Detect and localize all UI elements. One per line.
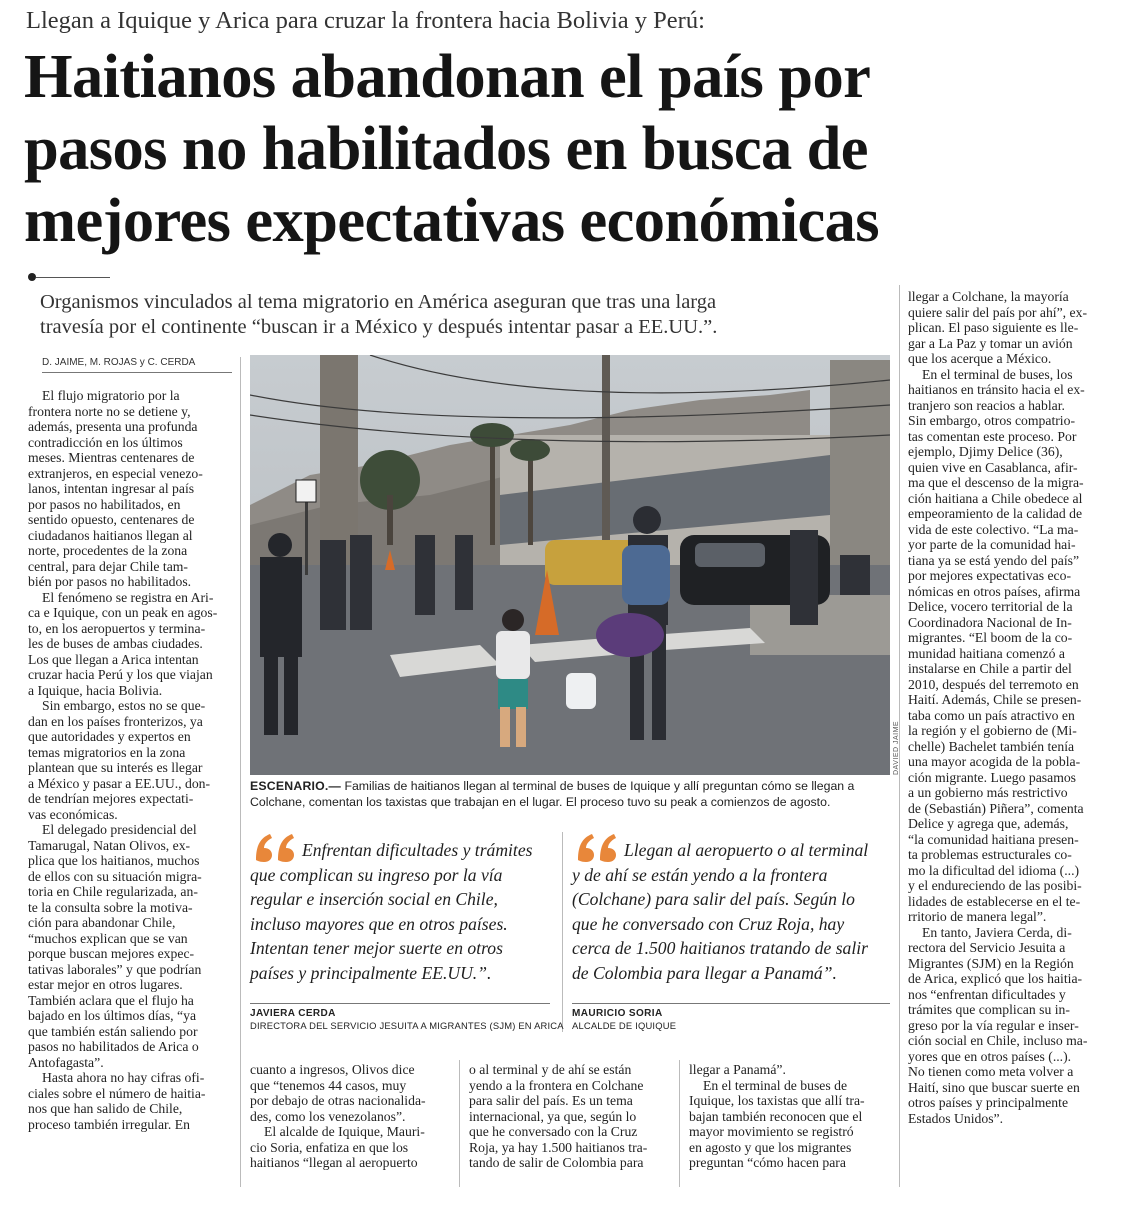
text-line: lanos, intentan ingresar al país <box>28 481 195 496</box>
text-line: plantean que su interés es llegar <box>28 760 203 775</box>
text-line: chelle) Bachelet también tenía <box>908 738 1075 754</box>
column-divider <box>562 832 563 1032</box>
text-line: mayor movimiento se registró <box>689 1124 854 1139</box>
text-line: norte, procedentes de la zona <box>28 543 188 558</box>
text-line: ciudadanos haitianos llegan al <box>28 527 193 543</box>
text-line: rectora del Servicio Jesuita a <box>908 940 1066 955</box>
text-line: El flujo migratorio por la <box>42 388 180 403</box>
text-line: a México y pasar a EE.UU., don- <box>28 775 211 791</box>
text-line: En tanto, Javiera Cerda, di- <box>922 924 1072 940</box>
photo-credit: DAVIED JAIME <box>893 720 900 775</box>
text-line: plican. El paso siguiente es lle- <box>908 320 1079 335</box>
text-line: Sin embargo, otros compatrio- <box>908 413 1076 428</box>
text-line: cerca de 1.500 haitianos tratando de salir <box>572 938 868 958</box>
text-line: estar mejor en otros lugares. <box>28 977 183 992</box>
text-line: tas comentan este proceso. Por <box>908 428 1077 444</box>
text-line: cio Soria, enfatiza en que los <box>250 1139 409 1155</box>
text-line: y de ahí se están yendo a la frontera <box>572 864 828 885</box>
text-line: temas migratorios en la zona <box>28 744 186 760</box>
text-line: yores que en otros países (...). <box>908 1048 1072 1064</box>
text-line: a Iquique, hacia Bolivia. <box>28 682 163 698</box>
text-line: que autoridades y expertos en <box>28 729 191 744</box>
text-line: llegar a Colchane, la mayoría <box>908 289 1069 304</box>
palm-crown <box>510 439 550 461</box>
quote-source-title: ALCALDE DE IQUIQUE <box>572 1020 677 1031</box>
text-line: que complican su ingreso por la vía <box>250 864 503 885</box>
text-line: mo la dificultad del idioma (...) <box>908 862 1080 878</box>
text-line: tando de salir de Colombia para <box>469 1155 644 1170</box>
text-line: lidades de establecerse en el te- <box>908 893 1081 909</box>
quote-source-title: DIRECTORA DEL SERVICIO JESUITA A MIGRANTES (SJM) EN ARICA <box>250 1020 564 1031</box>
text-line: Tamarugal, Natan Olivos, ex- <box>28 837 191 853</box>
text-line: gar a La Paz y tomar un avión <box>908 335 1073 351</box>
text-line: ción para abandonar Chile, <box>28 915 176 930</box>
text-line: regular e inserción social en Chile, <box>250 889 498 909</box>
text-line: tranjero son reacios a hablar. <box>908 397 1065 413</box>
text-line: que he conversado con Cruz Roja, hay <box>572 913 845 934</box>
headline-line: mejores expectativas económicas <box>24 185 879 255</box>
palm-trunk <box>490 435 495 545</box>
column-divider <box>459 1060 460 1187</box>
text-line: o al terminal y de ahí se están <box>469 1062 632 1077</box>
article-subcolumn-2 <box>469 1062 669 1171</box>
text-line: yendo a la frontera en Colchane <box>469 1077 644 1093</box>
text-line: Sin embargo, estos no se que- <box>42 698 206 713</box>
taxi-window <box>695 543 765 567</box>
text-line: ción social en Chile, incluso ma- <box>908 1033 1088 1048</box>
text-line: bién por pasos no habilitados. <box>28 574 192 589</box>
bag <box>596 613 664 657</box>
text-line: ejemplo, Djimy Delice (36), <box>908 444 1063 459</box>
text-line: en agosto y que los migrantes <box>689 1139 852 1155</box>
headline <box>24 40 1114 256</box>
photo-caption <box>250 778 900 810</box>
text-line: de ellos con su situación migra- <box>28 868 202 884</box>
text-line: tativas laborales” y que podrían <box>28 961 202 977</box>
text-line: Haití. Además, Chile se presen- <box>908 692 1082 707</box>
text-line: dan en los países fronterizos, ya <box>28 713 203 729</box>
text-line: que los acerque a México. <box>908 351 1052 366</box>
text-line: bajado en los últimos días, “ya <box>28 1008 197 1023</box>
article-subcolumn-3 <box>689 1062 894 1171</box>
text-line: por pasos no habilitados, en <box>28 496 181 512</box>
text-line: preguntan “cómo hacen para <box>689 1155 846 1170</box>
text-line: bajan también reconocen que el <box>689 1108 863 1124</box>
article-column-5 <box>908 289 1116 1126</box>
text-line: quien vive en Casablanca, afir- <box>908 459 1078 475</box>
photo-scene <box>250 355 890 775</box>
text-line: que también están saliendo por <box>28 1023 198 1039</box>
no-parking-sign <box>296 480 316 502</box>
text-line: de Arica, explicó que los haitia- <box>908 971 1083 986</box>
text-line: por debajo de otras nacionalida- <box>250 1093 426 1108</box>
text-line: No tienen como meta volver a <box>908 1064 1074 1079</box>
palm-trunk <box>528 450 533 545</box>
text-line: de Colombia para llegar a Panamá”. <box>572 962 837 983</box>
text-line: nos “enfrentan dificultades y <box>908 986 1066 1002</box>
text-line: internacional, ya que, según lo <box>469 1108 637 1124</box>
text-line: ción migrante. Luego pasamos <box>908 769 1077 785</box>
quote-rule <box>250 1003 550 1004</box>
text-line: países y principalmente EE.UU.”. <box>250 962 492 983</box>
news-photo <box>250 355 890 775</box>
text-line: que he conversado con la Cruz <box>469 1124 638 1139</box>
kicker: Llegan a Iquique y Arica para cruzar la frontera hacia Bolivia y Perú: <box>26 7 705 34</box>
text-line: contradicción en los últimos <box>28 434 183 450</box>
text-line: por mejores expectativas eco- <box>908 568 1072 583</box>
text-line: En el terminal de buses de <box>703 1077 848 1093</box>
tree-trunk <box>387 495 393 545</box>
headline-line: Haitianos abandonan el país por <box>24 41 871 111</box>
text-line: tiana ya se está yendo del país” <box>908 552 1080 568</box>
text-line: ca e Iquique, con un peak en agos- <box>28 605 218 620</box>
pull-quote-1 <box>250 838 555 985</box>
text-line: greso por la vía regular e inser- <box>908 1017 1079 1033</box>
text-line: yor parte de la comunidad hai- <box>908 537 1076 552</box>
text-line: de (Sebastián) Piñera”, comenta <box>908 800 1084 816</box>
text-line: Enfrentan dificultades y trámites <box>302 840 533 860</box>
palm-crown <box>470 423 514 447</box>
text-line: meses. Mientras centenares de <box>28 450 195 465</box>
text-line: “muchos explican que se van <box>28 930 188 946</box>
text-line: Delice y agrega que, además, <box>908 816 1069 831</box>
text-line: También aclara que el flujo ha <box>28 992 194 1008</box>
text-line: quiere salir del país por ahí”, ex- <box>908 304 1088 320</box>
text-line: Roja, ya hay 1.500 haitianos tra- <box>469 1139 648 1155</box>
text-line: empeoramiento de la calidad de <box>908 506 1083 521</box>
text-line: El delegado presidencial del <box>42 822 197 837</box>
text-line: para salir del país. Es un tema <box>469 1093 633 1108</box>
caption-line: Colchane, comentan los taxistas que trabajan en el lugar. El proceso tuvo su peak a comienzos de agosto. <box>250 795 831 809</box>
rule-line <box>36 277 110 278</box>
text-line: vida de este colectivo. “La ma- <box>908 521 1079 537</box>
text-line: 2010, después del terremoto en <box>908 676 1079 692</box>
text-line: ción haitiana a Chile obedece al <box>908 490 1083 506</box>
text-line: cruzar hacia Perú y los que viajan <box>28 667 213 682</box>
text-line: Iquique, los taxistas que allí tra- <box>689 1093 865 1108</box>
text-line: ta problemas estructurales co- <box>908 847 1072 862</box>
text-line: pasos no habilitados de Arica o <box>28 1039 199 1054</box>
text-line: Llegan al aeropuerto o al terminal <box>624 840 869 860</box>
text-line: taba como un país atractivo en <box>908 707 1075 723</box>
text-line: a un gobierno más restrictivo <box>908 785 1068 800</box>
deck <box>40 290 896 340</box>
quote-source-name: JAVIERA CERDA <box>250 1008 336 1019</box>
text-line: El fenómeno se registra en Ari- <box>42 589 214 605</box>
text-line: Antofagasta”. <box>28 1054 104 1070</box>
text-line: Estados Unidos”. <box>908 1110 1004 1126</box>
quote-rule <box>572 1003 890 1004</box>
text-line: proceso también irregular. En <box>28 1116 190 1132</box>
text-line: haitianos en tránsito hacia el ex- <box>908 382 1085 397</box>
text-line: nómicas en otros países, afirma <box>908 583 1081 599</box>
column-divider <box>240 357 241 1187</box>
byline: D. JAIME, M. ROJAS y C. CERDA <box>42 357 232 373</box>
text-line: (Colchane) para salir del país. Según lo <box>572 889 855 909</box>
text-line: Coordinadora Nacional de In- <box>908 614 1072 630</box>
text-line: Migrantes (SJM) en la Región <box>908 955 1074 971</box>
text-line: que “tenemos 44 casos, muy <box>250 1077 407 1093</box>
text-line: de tendrían mejores expectati- <box>28 791 194 806</box>
text-line: sentido opuesto, centenares de <box>28 512 195 527</box>
plastic-bag <box>566 673 596 709</box>
deck-line: travesía por el continente “buscan ir a México y después intentar pasar a EE.UU.”. <box>40 316 718 338</box>
headline-line: pasos no habilitados en busca de <box>24 113 868 183</box>
column-divider <box>679 1060 680 1187</box>
text-line: plica que los haitianos, muchos <box>28 853 200 868</box>
backpack <box>622 545 670 605</box>
text-line: El alcalde de Iquique, Mauri- <box>264 1124 425 1139</box>
text-line: En el terminal de buses, los <box>922 366 1073 382</box>
text-line: otros países y principalmente <box>908 1095 1069 1110</box>
text-line: des, como los venezolanos”. <box>250 1108 406 1124</box>
text-line: nos que han salido de Chile, <box>28 1101 183 1116</box>
text-line: Haití, sino que buscar suerte en <box>908 1079 1080 1095</box>
text-line: frontera norte no se detiene y, <box>28 403 191 419</box>
caption-text: Familias de haitianos llegan al terminal de buses de Iquique y allí preguntan cómo se llegan a <box>341 779 855 793</box>
text-line: toria en Chile regularizada, an- <box>28 884 198 899</box>
text-line: trámites que complican su in- <box>908 1002 1070 1017</box>
text-line: les de buses de ambas ciudades. <box>28 636 203 651</box>
text-line: te la consulta sobre la motiva- <box>28 899 193 915</box>
text-line: to, en los aeropuertos y termina- <box>28 620 206 636</box>
text-line: Los que llegan a Arica intentan <box>28 651 199 667</box>
text-line: la región y el gobierno de (Mi- <box>908 723 1077 738</box>
text-line: “la comunidad haitiana presen- <box>908 831 1079 847</box>
text-line: y el endureciendo de las posibi- <box>908 878 1082 893</box>
text-line: rritorio de manera legal”. <box>908 909 1047 924</box>
text-line: instalarse en Chile a partir del <box>908 661 1072 676</box>
text-line: ma que el descenso de la migra- <box>908 475 1084 490</box>
text-line: una mayor acogida de la pobla- <box>908 754 1081 769</box>
text-line: porque buscan mejores expec- <box>28 946 195 961</box>
text-line: Delice, vocero territorial de la <box>908 599 1073 614</box>
text-line: ciales sobre el número de haitia- <box>28 1085 206 1101</box>
quote-source-name: MAURICIO SORIA <box>572 1008 663 1019</box>
text-line: central, para dejar Chile tam- <box>28 558 188 574</box>
text-line: además, presenta una profunda <box>28 419 198 434</box>
text-line: migrantes. “El boom de la co- <box>908 630 1073 645</box>
rule-dot <box>28 273 36 281</box>
text-line: haitianos “llegan al aeropuerto <box>250 1155 418 1170</box>
caption-line <box>250 778 900 794</box>
text-line: vas económicas. <box>28 806 118 822</box>
article-column-1 <box>28 388 232 1132</box>
text-line: Hasta ahora no hay cifras ofi- <box>42 1070 205 1085</box>
article-subcolumn-1 <box>250 1062 450 1171</box>
text-line: Intentan tener mejor suerte en otros <box>250 938 503 958</box>
text-line: extranjeros, en especial venezo- <box>28 465 203 481</box>
text-line: llegar a Panamá”. <box>689 1062 786 1077</box>
text-line: munidad haitiana comenzó a <box>908 645 1065 661</box>
caption-label: ESCENARIO.— <box>250 779 342 793</box>
pull-quote-2 <box>572 838 890 985</box>
text-line: cuanto a ingresos, Olivos dice <box>250 1062 415 1077</box>
text-line: incluso mayores que en otros países. <box>250 913 508 934</box>
deck-line: Organismos vinculados al tema migratorio en América aseguran que tras una larga <box>40 291 717 313</box>
